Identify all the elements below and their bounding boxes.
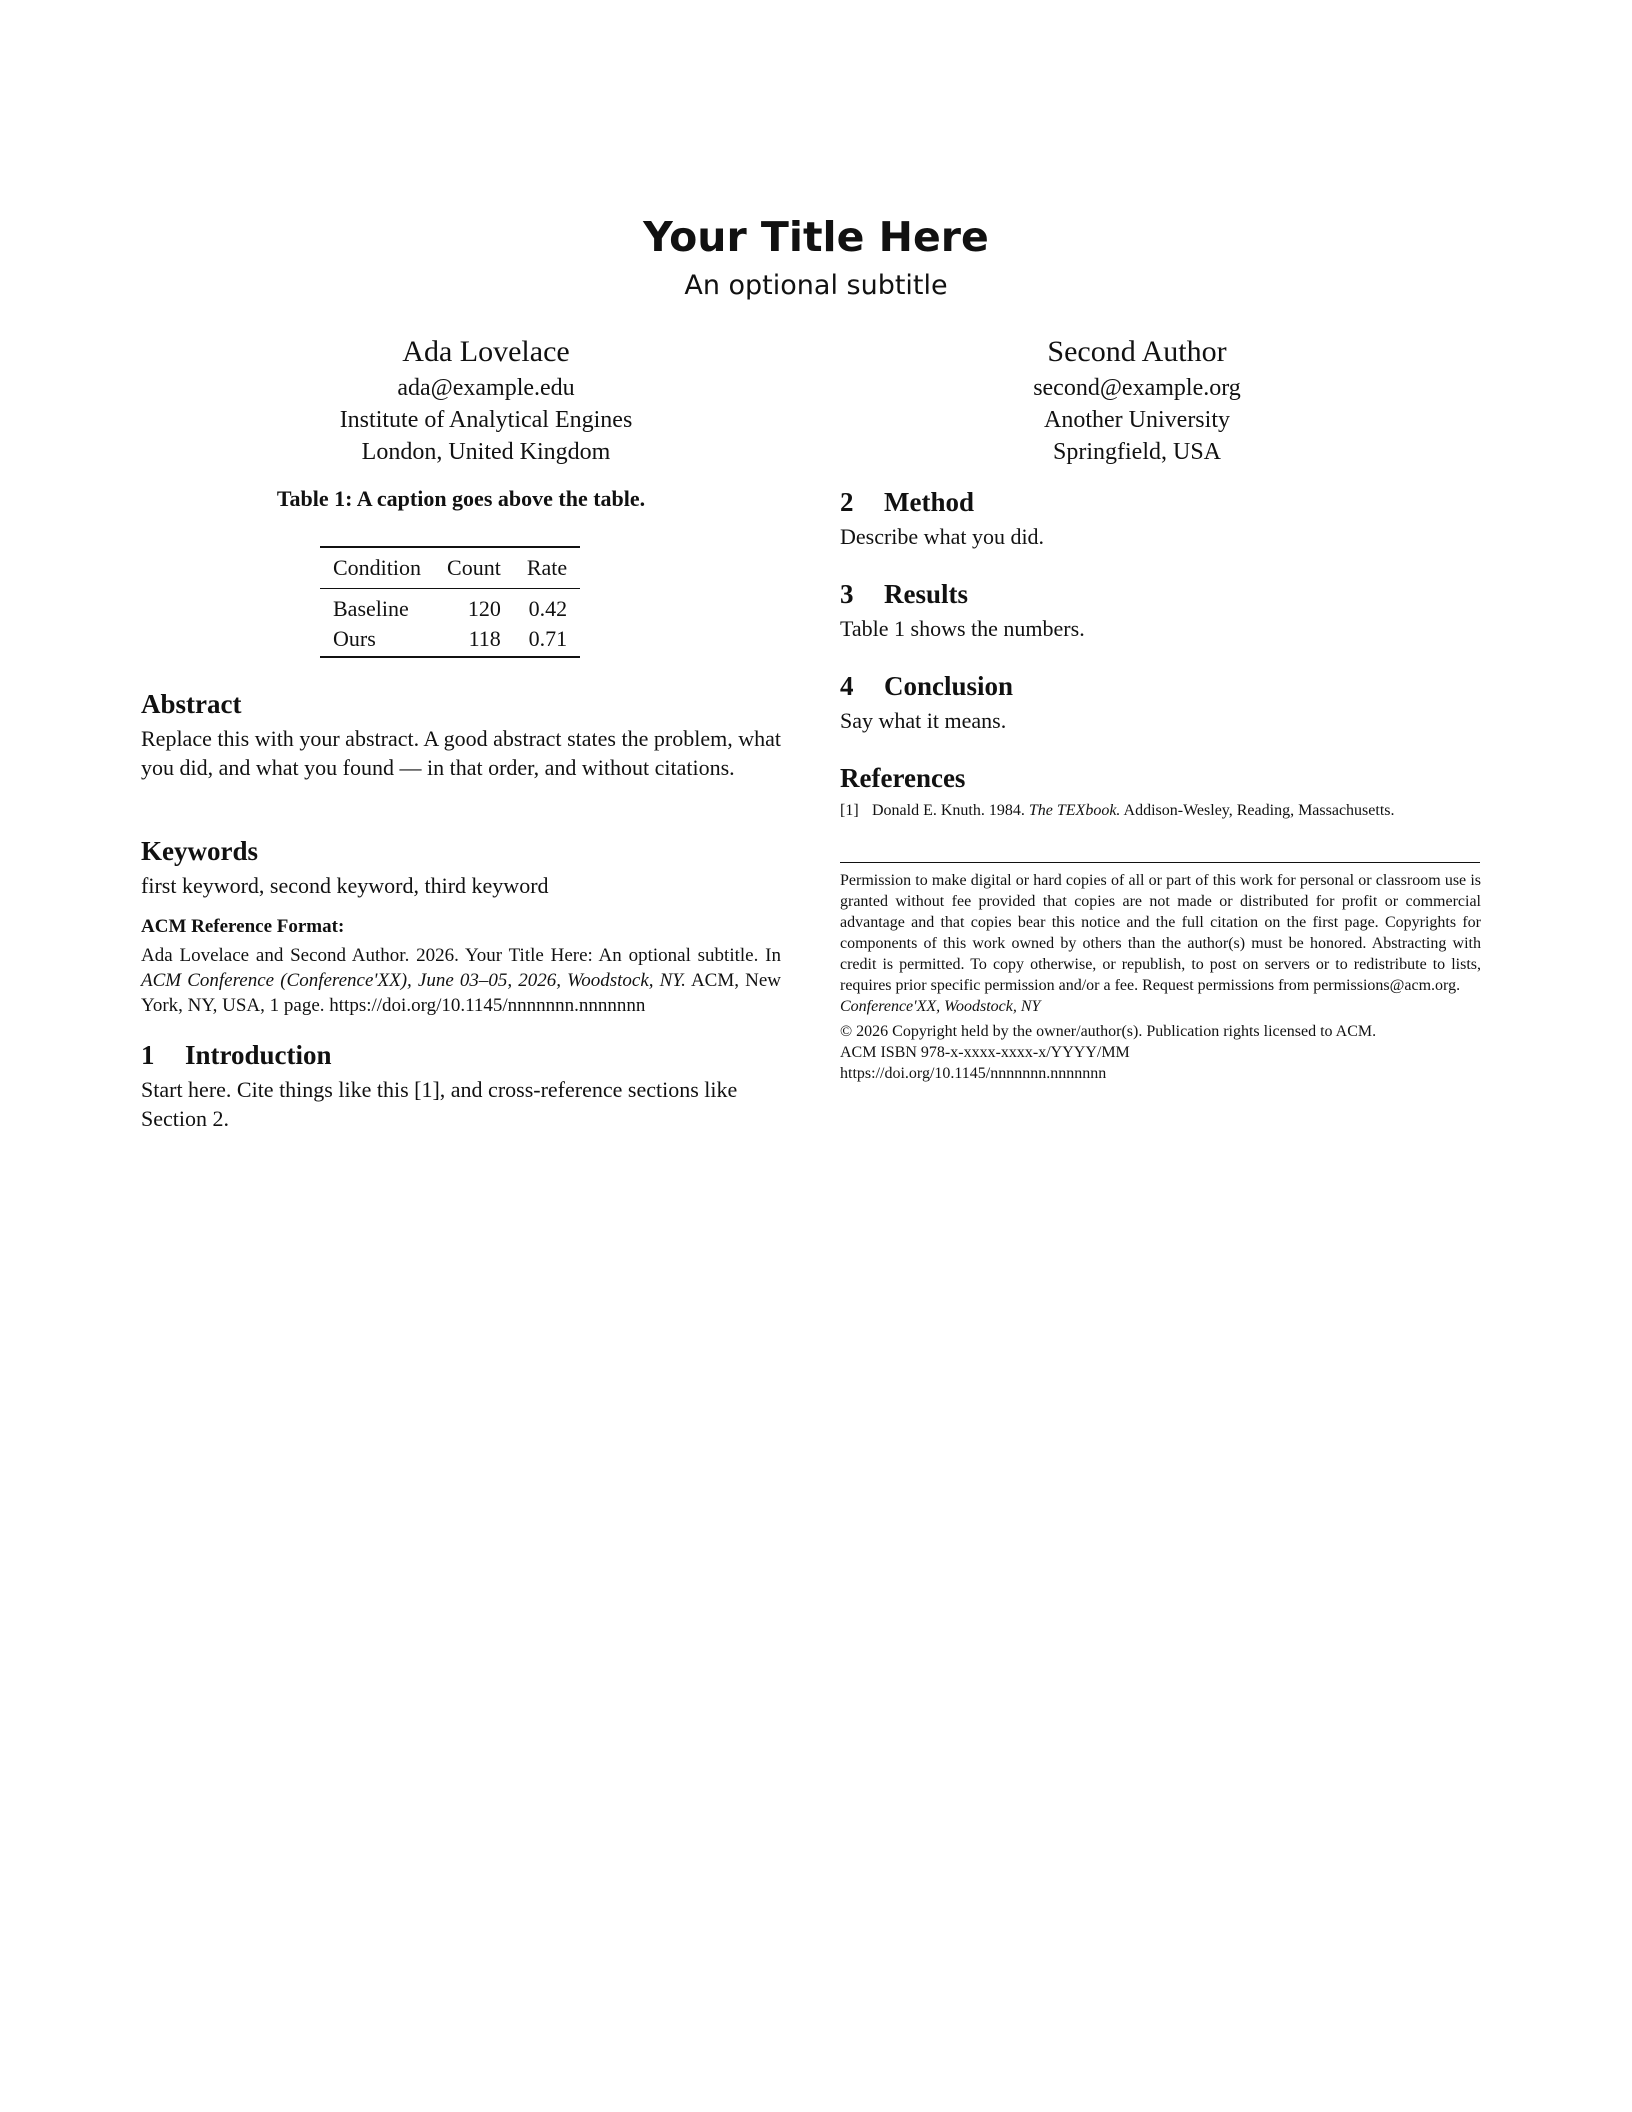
acm-reference-venue: ACM Conference (Conference'XX), June 03–05, 2026, Woodstock, NY.	[141, 970, 686, 991]
section-results	[840, 576, 1481, 643]
author-email: second@example.org	[1033, 375, 1241, 401]
author-block-2	[937, 332, 1337, 468]
section-heading	[840, 484, 1481, 520]
author-institution: Another University	[1044, 407, 1230, 433]
section-text: Say what it means.	[840, 708, 1007, 733]
acm-reference-heading: ACM Reference Format:	[141, 916, 345, 937]
isbn-line: ACM ISBN 978-x-xxxx-xxxx-x/YYYY/MM	[840, 1044, 1130, 1061]
section-number: 2	[840, 487, 854, 517]
section-number: 1	[141, 1040, 155, 1070]
abstract-heading: Abstract	[141, 689, 242, 719]
section-text: Table 1 shows the numbers.	[840, 616, 1085, 641]
paper-title: Your Title Here	[643, 213, 989, 261]
reference-authors: Donald E. Knuth. 1984.	[872, 802, 1029, 819]
title-block	[0, 208, 1632, 306]
author-name: Second Author	[1047, 335, 1227, 368]
permission-block	[840, 870, 1481, 1084]
section-method	[840, 484, 1481, 551]
section-heading	[840, 576, 1481, 612]
abstract-section	[141, 686, 781, 782]
table-cell: Baseline	[333, 596, 409, 621]
section-heading	[840, 668, 1481, 704]
reference-title: The TEXbook.	[1028, 802, 1121, 819]
table-header-cell: Condition	[333, 555, 422, 580]
reference-tag: [1]	[840, 802, 859, 819]
section-text: Describe what you did.	[840, 524, 1045, 549]
table-cell: 0.42	[528, 596, 568, 621]
table-header-row	[320, 547, 580, 589]
table-cell: 120	[467, 596, 501, 621]
section-number: 3	[840, 579, 854, 609]
acm-reference-part: Ada Lovelace and Second Author. 2026. Your Title Here: An optional subtitle. In	[141, 945, 781, 966]
acm-reference-section	[141, 915, 781, 1018]
table-caption: Table 1: A caption goes above the table.	[276, 486, 646, 511]
section-title: Introduction	[185, 1040, 332, 1070]
paper-subtitle: An optional subtitle	[684, 270, 948, 301]
abstract-text: Replace this with your abstract. A good abstract states the problem, what you did, and what you found — in that order, and without citations.	[141, 726, 781, 780]
table-cell: 0.71	[528, 626, 568, 651]
author-location: Springfield, USA	[1053, 439, 1221, 465]
copyright-line: © 2026 Copyright held by the owner/author(s). Publication rights licensed to ACM.	[840, 1023, 1377, 1040]
permission-text: Permission to make digital or hard copies of all or part of this work for personal or classroom use is granted without fee provided that copies are not made or distributed for profit or commercial advantage and that copies bear this notice and the full citation on the first page. Copyrights for components of this work owned by others than the author(s) must be honored. Abstracting with credit is permitted. To copy otherwise, or republish, to post on servers or to redistribute to lists, requires prior specific permission and/or a fee. Request permissions from permissions@acm.org.	[840, 872, 1481, 994]
author-block-1	[286, 332, 686, 468]
keywords-text: first keyword, second keyword, third keyword	[141, 873, 549, 898]
table-row	[320, 589, 580, 625]
reference-item	[840, 800, 1481, 822]
section-title: Method	[884, 487, 974, 517]
table-row	[320, 624, 580, 657]
keywords-heading: Keywords	[141, 836, 258, 866]
section-number: 4	[840, 671, 854, 701]
acm-reference-part: ACM, New York, NY, USA, 1 page. https://doi.org/10.1145/nnnnnnn.nnnnnnn	[141, 970, 782, 1016]
conference-line: Conference'XX, Woodstock, NY	[840, 998, 1041, 1015]
table-cell: Ours	[333, 626, 376, 651]
table-header-cell: Rate	[526, 555, 568, 580]
acm-reference-text	[141, 943, 781, 1018]
section-title: Results	[884, 579, 969, 609]
section-heading	[141, 1037, 781, 1073]
references-heading: References	[840, 763, 966, 793]
footnote-rule	[840, 862, 1480, 863]
doi-line: https://doi.org/10.1145/nnnnnnn.nnnnnnn	[840, 1065, 1107, 1082]
table-cell: 118	[468, 626, 501, 651]
section-introduction	[141, 1037, 781, 1133]
section-conclusion	[840, 668, 1481, 735]
section-title: Conclusion	[884, 671, 1014, 701]
keywords-section	[141, 833, 781, 900]
references-section	[840, 760, 1481, 822]
table-header-cell: Count	[447, 555, 501, 580]
author-name: Ada Lovelace	[402, 335, 570, 368]
reference-publisher: Addison-Wesley, Reading, Massachusetts.	[1120, 802, 1395, 819]
author-email: ada@example.edu	[397, 375, 575, 401]
section-text: Start here. Cite things like this [1], and cross-reference sections like Section 2.	[141, 1077, 738, 1131]
author-institution: Institute of Analytical Engines	[339, 407, 633, 433]
results-table	[320, 546, 580, 658]
author-location: London, United Kingdom	[361, 439, 611, 465]
